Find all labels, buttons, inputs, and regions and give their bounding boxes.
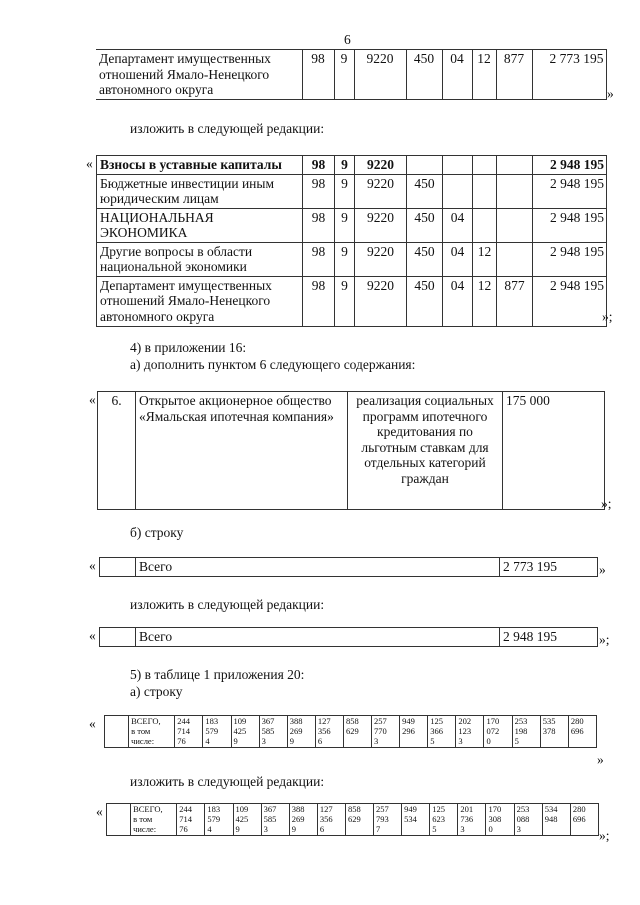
cell: 9 xyxy=(335,242,355,276)
amount-cell: 2 948 195 xyxy=(500,628,598,647)
cell-line: 9 xyxy=(291,824,296,834)
table-row xyxy=(98,392,605,510)
cell-line: 714 xyxy=(177,726,191,736)
cell xyxy=(473,156,497,175)
total-label: Всего xyxy=(136,628,500,647)
cell-line: 257 xyxy=(374,716,387,726)
amount-cell: 2 773 195 xyxy=(532,50,606,100)
amount-cell: 2 948 195 xyxy=(533,174,607,208)
row-name: Взносы в уставные капиталы xyxy=(97,156,303,175)
org-cell: Открытое акционерное общество «Ямальская ипотечная компания» xyxy=(136,392,348,510)
cell-line: 244 xyxy=(179,804,193,814)
cell xyxy=(231,716,259,748)
cell-line: 109 xyxy=(233,716,247,726)
paragraph: а) строку xyxy=(130,684,183,699)
cell: 98 xyxy=(302,50,334,100)
purpose-cell: реализация социальных программ ипотечного кредитования по льготным ставкам для отдельных категорий граждан xyxy=(348,392,503,510)
cell xyxy=(372,716,400,748)
cell xyxy=(203,716,231,748)
cell-line: 3 xyxy=(261,736,266,746)
table-row xyxy=(96,50,606,100)
cell xyxy=(315,716,343,748)
cell xyxy=(443,156,473,175)
cell xyxy=(402,804,430,836)
cell-line: 3 xyxy=(458,736,463,746)
cell-line: 253 xyxy=(514,716,528,726)
cell xyxy=(105,716,129,748)
cell-line xyxy=(346,736,369,746)
cell: 9220 xyxy=(354,50,406,100)
cell-line: 170 xyxy=(486,716,500,726)
cell-line: 770 xyxy=(374,726,387,736)
cell-line: 858 xyxy=(345,716,359,726)
open-quote: « xyxy=(96,804,103,819)
cell-line: 253 xyxy=(516,804,530,814)
cell-line: 535 xyxy=(542,716,556,726)
cell-line: 269 xyxy=(289,726,303,736)
cell: 450 xyxy=(406,50,442,100)
table-row xyxy=(100,558,598,577)
cell-line: 585 xyxy=(263,814,277,824)
cell xyxy=(261,804,289,836)
cell xyxy=(542,804,570,836)
cell xyxy=(570,804,598,836)
label-line: в том xyxy=(131,726,151,736)
cell-line: 3 xyxy=(374,736,379,746)
table-row xyxy=(97,174,607,208)
cell: 98 xyxy=(303,174,335,208)
close-quote: » xyxy=(599,562,606,577)
cell xyxy=(289,804,317,836)
cell-line: 534 xyxy=(404,814,417,824)
label-line: ВСЕГО, xyxy=(133,804,163,814)
total-label xyxy=(129,716,175,748)
cell xyxy=(374,804,402,836)
cell-line: 367 xyxy=(263,804,277,814)
cell xyxy=(428,716,456,748)
cell xyxy=(100,558,136,577)
cell-line: 579 xyxy=(205,726,219,736)
cell-line: 356 xyxy=(317,726,331,736)
paragraph: 4) в приложении 16: xyxy=(130,340,247,355)
amount-cell: 2 948 195 xyxy=(533,208,607,242)
cell-line: 3 xyxy=(263,824,268,834)
cell xyxy=(473,174,497,208)
table-row xyxy=(97,276,607,326)
cell xyxy=(486,804,514,836)
cell-line: 629 xyxy=(345,726,359,736)
cell: 9220 xyxy=(355,174,407,208)
total-table-old xyxy=(99,557,598,577)
cell-line: 6 xyxy=(317,736,323,746)
cell-line: 9 xyxy=(289,736,294,746)
cell-line: 696 xyxy=(572,814,586,824)
row-name: Другие вопросы в области национальной экономики xyxy=(97,242,303,276)
cell-line: 280 xyxy=(572,804,586,814)
table-row xyxy=(97,208,607,242)
cell-line: 296 xyxy=(402,726,415,736)
cell: 04 xyxy=(443,208,473,242)
paragraph: б) строку xyxy=(130,525,184,540)
cell xyxy=(287,716,315,748)
cell xyxy=(540,716,568,748)
cell xyxy=(512,716,540,748)
open-quote: « xyxy=(89,558,96,573)
cell-line: 76 xyxy=(179,824,188,834)
cell: 98 xyxy=(303,156,335,175)
appendix-20-row-old xyxy=(104,715,597,748)
cell-line xyxy=(348,824,371,834)
open-quote: « xyxy=(89,628,96,643)
cell-line: 629 xyxy=(347,814,361,824)
cell-line xyxy=(543,736,566,746)
cell-line: 125 xyxy=(432,804,446,814)
cell-line: 127 xyxy=(319,804,333,814)
cell-line: 425 xyxy=(233,726,247,736)
paragraph: изложить в следующей редакции: xyxy=(130,121,325,136)
cell-line: 269 xyxy=(291,814,305,824)
cell xyxy=(100,628,136,647)
label-line: ВСЕГО, xyxy=(131,716,161,726)
row-name: НАЦИОНАЛЬНАЯ ЭКОНОМИКА xyxy=(97,208,303,242)
cell-line: 201 xyxy=(460,804,474,814)
cell-line: 0 xyxy=(486,736,491,746)
budget-table-revised xyxy=(96,155,607,327)
open-quote: « xyxy=(86,156,93,171)
amount-cell: 175 000 xyxy=(503,392,605,510)
cell xyxy=(497,156,533,175)
cell: 04 xyxy=(442,50,472,100)
cell xyxy=(497,208,533,242)
cell-line: 5 xyxy=(514,736,519,746)
cell: 12 xyxy=(473,276,497,326)
cell xyxy=(456,716,484,748)
cell xyxy=(205,804,233,836)
cell xyxy=(343,716,371,748)
budget-table-top xyxy=(96,49,607,100)
cell-line: 4 xyxy=(207,824,212,834)
cell-line: 170 xyxy=(488,804,502,814)
cell-line: 3 xyxy=(516,824,521,834)
cell-line: 3 xyxy=(460,824,465,834)
paragraph: 5) в таблице 1 приложения 20: xyxy=(130,667,305,682)
cell xyxy=(514,804,542,836)
close-quote: »; xyxy=(602,309,613,324)
cell-line: 123 xyxy=(458,726,472,736)
cell xyxy=(443,174,473,208)
cell: 98 xyxy=(303,276,335,326)
cell xyxy=(497,174,533,208)
cell-line: 9 xyxy=(233,736,238,746)
paragraph: изложить в следующей редакции: xyxy=(130,774,325,789)
cell-line: 858 xyxy=(347,804,361,814)
cell-line: 366 xyxy=(430,726,444,736)
cell-line: 244 xyxy=(177,716,191,726)
cell xyxy=(568,716,596,748)
cell-line xyxy=(404,824,427,834)
cell-line xyxy=(571,736,594,746)
cell: 877 xyxy=(497,276,533,326)
cell-line xyxy=(545,824,568,834)
label-line: числе: xyxy=(133,824,157,834)
cell-line: 356 xyxy=(319,814,333,824)
cell-line: 534 xyxy=(544,804,558,814)
amount-cell: 2 948 195 xyxy=(533,242,607,276)
cell-line: 0 xyxy=(488,824,493,834)
cell-line: 109 xyxy=(235,804,249,814)
cell-line: 9 xyxy=(235,824,240,834)
close-quote: »; xyxy=(599,632,610,647)
cell-line: 949 xyxy=(402,716,415,726)
cell: 12 xyxy=(473,242,497,276)
total-label xyxy=(131,804,177,836)
table-row xyxy=(97,156,607,175)
amount-cell: 2 948 195 xyxy=(533,276,607,326)
cell-line: 072 xyxy=(486,726,500,736)
cell xyxy=(177,804,205,836)
cell-line: 202 xyxy=(458,716,472,726)
cell: 9220 xyxy=(355,156,407,175)
cell: 04 xyxy=(443,276,473,326)
cell-line: 793 xyxy=(376,814,389,824)
cell-line: 696 xyxy=(570,726,584,736)
cell xyxy=(407,156,443,175)
cell xyxy=(175,716,203,748)
cell-line: 308 xyxy=(488,814,502,824)
cell xyxy=(107,804,131,836)
row-name: Департамент имущественных отношений Ямало-Ненецкого автономного округа xyxy=(96,50,302,100)
row-name: Департамент имущественных отношений Ямало-Ненецкого автономного округа xyxy=(97,276,303,326)
cell xyxy=(259,716,287,748)
cell-line: 579 xyxy=(207,814,221,824)
cell: 9 xyxy=(335,156,355,175)
cell-line: 5 xyxy=(432,824,437,834)
cell: 9220 xyxy=(355,276,407,326)
cell: 04 xyxy=(443,242,473,276)
close-quote: » xyxy=(607,86,614,101)
cell-line: 585 xyxy=(261,726,275,736)
close-quote: » xyxy=(597,752,604,767)
cell-line: 183 xyxy=(205,716,219,726)
cell-line: 623 xyxy=(432,814,446,824)
item-number: 6. xyxy=(98,392,136,510)
cell: 9 xyxy=(335,208,355,242)
cell-line: 257 xyxy=(376,804,389,814)
cell-line: 6 xyxy=(319,824,325,834)
cell: 9 xyxy=(335,174,355,208)
open-quote: « xyxy=(89,716,96,731)
total-table-new xyxy=(99,627,598,647)
cell: 9220 xyxy=(355,242,407,276)
cell xyxy=(458,804,486,836)
amount-cell: 2 948 195 xyxy=(533,156,607,175)
cell: 12 xyxy=(472,50,496,100)
cell xyxy=(233,804,261,836)
cell: 877 xyxy=(496,50,532,100)
row-name: Бюджетные инвестиции иным юридическим лицам xyxy=(97,174,303,208)
cell: 9 xyxy=(334,50,354,100)
cell-line: 280 xyxy=(570,716,584,726)
cell xyxy=(430,804,458,836)
cell xyxy=(400,716,428,748)
cell-line: 948 xyxy=(544,814,558,824)
cell-line: 088 xyxy=(516,814,530,824)
cell-line: 183 xyxy=(207,804,221,814)
appendix-16-table xyxy=(97,391,605,510)
cell-line: 388 xyxy=(291,804,305,814)
cell xyxy=(484,716,512,748)
cell xyxy=(345,804,373,836)
paragraph: изложить в следующей редакции: xyxy=(130,597,325,612)
cell-line: 5 xyxy=(430,736,435,746)
cell-line: 714 xyxy=(179,814,193,824)
cell-line: 388 xyxy=(289,716,303,726)
table-row xyxy=(107,804,599,836)
page-number: 6 xyxy=(344,32,351,47)
close-quote: »; xyxy=(599,828,610,843)
cell: 450 xyxy=(407,242,443,276)
cell-line xyxy=(573,824,596,834)
cell-line: 127 xyxy=(317,716,331,726)
cell xyxy=(473,208,497,242)
amount-cell: 2 773 195 xyxy=(500,558,598,577)
total-label: Всего xyxy=(136,558,500,577)
table-row xyxy=(105,716,597,748)
cell-line: 4 xyxy=(205,736,210,746)
table-row xyxy=(97,242,607,276)
cell: 98 xyxy=(303,208,335,242)
cell-line: 736 xyxy=(460,814,474,824)
appendix-20-row-new xyxy=(106,803,599,836)
cell-line: 7 xyxy=(376,824,381,834)
cell: 9220 xyxy=(355,208,407,242)
cell-line: 198 xyxy=(514,726,528,736)
table-row xyxy=(100,628,598,647)
cell: 450 xyxy=(407,276,443,326)
cell-line: 378 xyxy=(542,726,556,736)
cell: 98 xyxy=(303,242,335,276)
cell-line: 425 xyxy=(235,814,249,824)
cell xyxy=(317,804,345,836)
cell: 450 xyxy=(407,174,443,208)
cell: 450 xyxy=(407,208,443,242)
label-line: в том xyxy=(133,814,153,824)
close-quote: »; xyxy=(601,496,612,511)
open-quote: « xyxy=(89,392,96,407)
cell: 9 xyxy=(335,276,355,326)
cell-line xyxy=(402,736,425,746)
cell-line: 949 xyxy=(404,804,417,814)
cell-line: 76 xyxy=(177,736,186,746)
label-line: числе: xyxy=(131,736,155,746)
cell xyxy=(497,242,533,276)
paragraph: а) дополнить пунктом 6 следующего содержания: xyxy=(130,357,416,372)
cell-line: 125 xyxy=(430,716,444,726)
cell-line: 367 xyxy=(261,716,275,726)
